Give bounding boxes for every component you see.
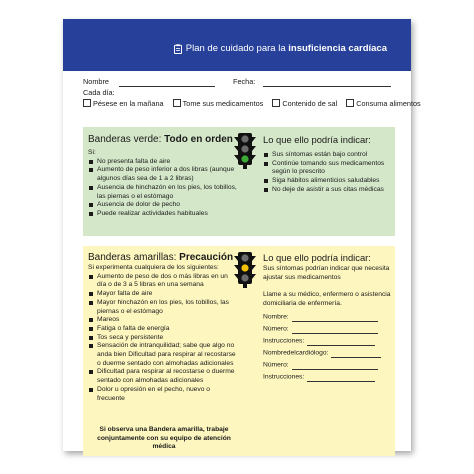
yellow-title-prefix: Banderas amarillas: xyxy=(88,252,180,263)
list-item: Siga hábitos alimenticios saludables xyxy=(263,177,391,186)
contact-field xyxy=(263,325,391,334)
field-input[interactable] xyxy=(307,337,375,346)
page-title xyxy=(174,43,387,54)
yellow-lead: Si experimenta cualquiera de los siguientes: xyxy=(88,264,219,271)
name-date-row xyxy=(83,76,403,87)
list-item: Mayor falta de aire xyxy=(88,290,238,299)
list-item: Dolor u opresión en el pecho, nuevo o frecuente xyxy=(88,386,238,403)
clipboard-icon xyxy=(174,44,182,54)
daily-label: Cada día: xyxy=(83,88,115,97)
contact-fields xyxy=(263,313,391,382)
date-field[interactable] xyxy=(263,78,391,87)
check-food[interactable] xyxy=(346,98,421,109)
field-label: Número: xyxy=(263,325,289,333)
list-item: Aumento de peso inferior a dos libras (aunque algunos días sea de 1 a 2 libras) xyxy=(88,166,238,183)
yellow-title-bold: Precaución xyxy=(179,252,234,263)
yellow-meaning-title: Lo que ello podría indicar: xyxy=(263,252,371,263)
check-label: Pésese en la mañana xyxy=(93,99,164,108)
yellow-meanings xyxy=(263,265,391,382)
green-title-prefix: Banderas verde: xyxy=(88,134,165,145)
check-label: Consuma alimentos xyxy=(356,99,421,108)
check-salt[interactable] xyxy=(272,98,337,109)
field-input[interactable] xyxy=(331,349,381,358)
yellow-flag-title xyxy=(88,252,233,263)
contact-field xyxy=(263,373,391,382)
call-instructions: Llame a su médico, enfermero o asistencia domiciliaria de enfermería. xyxy=(263,291,391,308)
daily-checklist xyxy=(83,98,421,109)
checkbox[interactable] xyxy=(346,99,354,107)
name-label: Nombre xyxy=(83,77,109,86)
field-label: Nombre: xyxy=(263,313,289,321)
date-label: Fecha: xyxy=(233,77,256,86)
field-label: Número: xyxy=(263,361,289,369)
care-plan-sheet xyxy=(63,19,421,451)
check-label: Contenido de sal xyxy=(282,99,338,108)
traffic-light-green-icon xyxy=(234,133,256,169)
list-item: Sensación de intranquilidad; sabe que algo no anda bien Dificultad para respirar al recostarse o duerme sentado con almohadas adicionales xyxy=(88,342,238,368)
green-flag-panel xyxy=(83,127,395,236)
yellow-conditions xyxy=(88,264,238,403)
green-meanings xyxy=(263,151,391,195)
check-medications[interactable] xyxy=(173,98,264,109)
field-input[interactable] xyxy=(292,325,378,334)
list-item: Fatiga o falta de energía xyxy=(88,325,238,334)
check-weigh[interactable] xyxy=(83,98,164,109)
field-label: Nombredelcardiólogo: xyxy=(263,349,329,357)
title-banner xyxy=(63,19,411,71)
yellow-note: Si observa una Bandera amarilla, trabaje conjuntamente con su equipo de atención médica xyxy=(97,426,231,451)
green-conditions xyxy=(88,149,238,219)
list-item: Ausencia de dolor de pecho xyxy=(88,201,238,210)
checkbox[interactable] xyxy=(83,99,91,107)
green-meaning-title: Lo que ello podría indicar: xyxy=(263,134,371,145)
list-item: Mayor hinchazón en los pies, los tobillos, las piernas o el estómago xyxy=(88,299,238,316)
daily-label-row xyxy=(83,87,403,98)
title-prefix: Plan de cuidado para la xyxy=(185,43,289,54)
list-item: Continúe tomando sus medicamentos según lo prescrito xyxy=(263,160,391,177)
traffic-light-yellow-icon xyxy=(234,252,256,288)
patient-form xyxy=(83,76,421,109)
list-item: No presenta falta de aire xyxy=(88,158,238,167)
yellow-flag-panel xyxy=(83,246,395,456)
green-flag-title xyxy=(88,134,233,145)
green-lead: Si: xyxy=(88,149,96,156)
contact-field xyxy=(263,337,391,346)
list-item: No deje de asistir a sus citas médicas xyxy=(263,186,391,195)
list-item: Tos seca y persistente xyxy=(88,334,238,343)
field-input[interactable] xyxy=(292,313,378,322)
field-input[interactable] xyxy=(307,373,375,382)
list-item: Aumento de peso de dos o más libras en un día o de 3 a 5 libras en una semana xyxy=(88,273,238,290)
list-item: Puede realizar actividades habituales xyxy=(88,210,238,219)
green-title-bold: Todo en orden xyxy=(164,134,233,145)
name-field[interactable] xyxy=(119,78,215,87)
title-bold: insuficiencia cardíaca xyxy=(288,43,387,54)
contact-field xyxy=(263,361,391,370)
field-label: Instrucciones: xyxy=(263,373,305,381)
contact-field xyxy=(263,313,391,322)
list-item: Sus síntomas están bajo control xyxy=(263,151,391,160)
list-item: Mareos xyxy=(88,316,238,325)
contact-field xyxy=(263,349,391,358)
checkbox[interactable] xyxy=(272,99,280,107)
field-input[interactable] xyxy=(292,361,378,370)
yellow-right-lead: Sus síntomas podrían indicar que necesita ajustar sus medicamentos xyxy=(263,265,390,281)
checkbox[interactable] xyxy=(173,99,181,107)
field-label: Instrucciones: xyxy=(263,337,305,345)
list-item: Ausencia de hinchazón en los pies, los tobillos, las piernas o el estómago xyxy=(88,184,238,201)
list-item: Dificultad para respirar al recostarse o duerme sentado con almohadas adicionales xyxy=(88,368,238,385)
check-label: Tome sus medicamentos xyxy=(182,99,264,108)
